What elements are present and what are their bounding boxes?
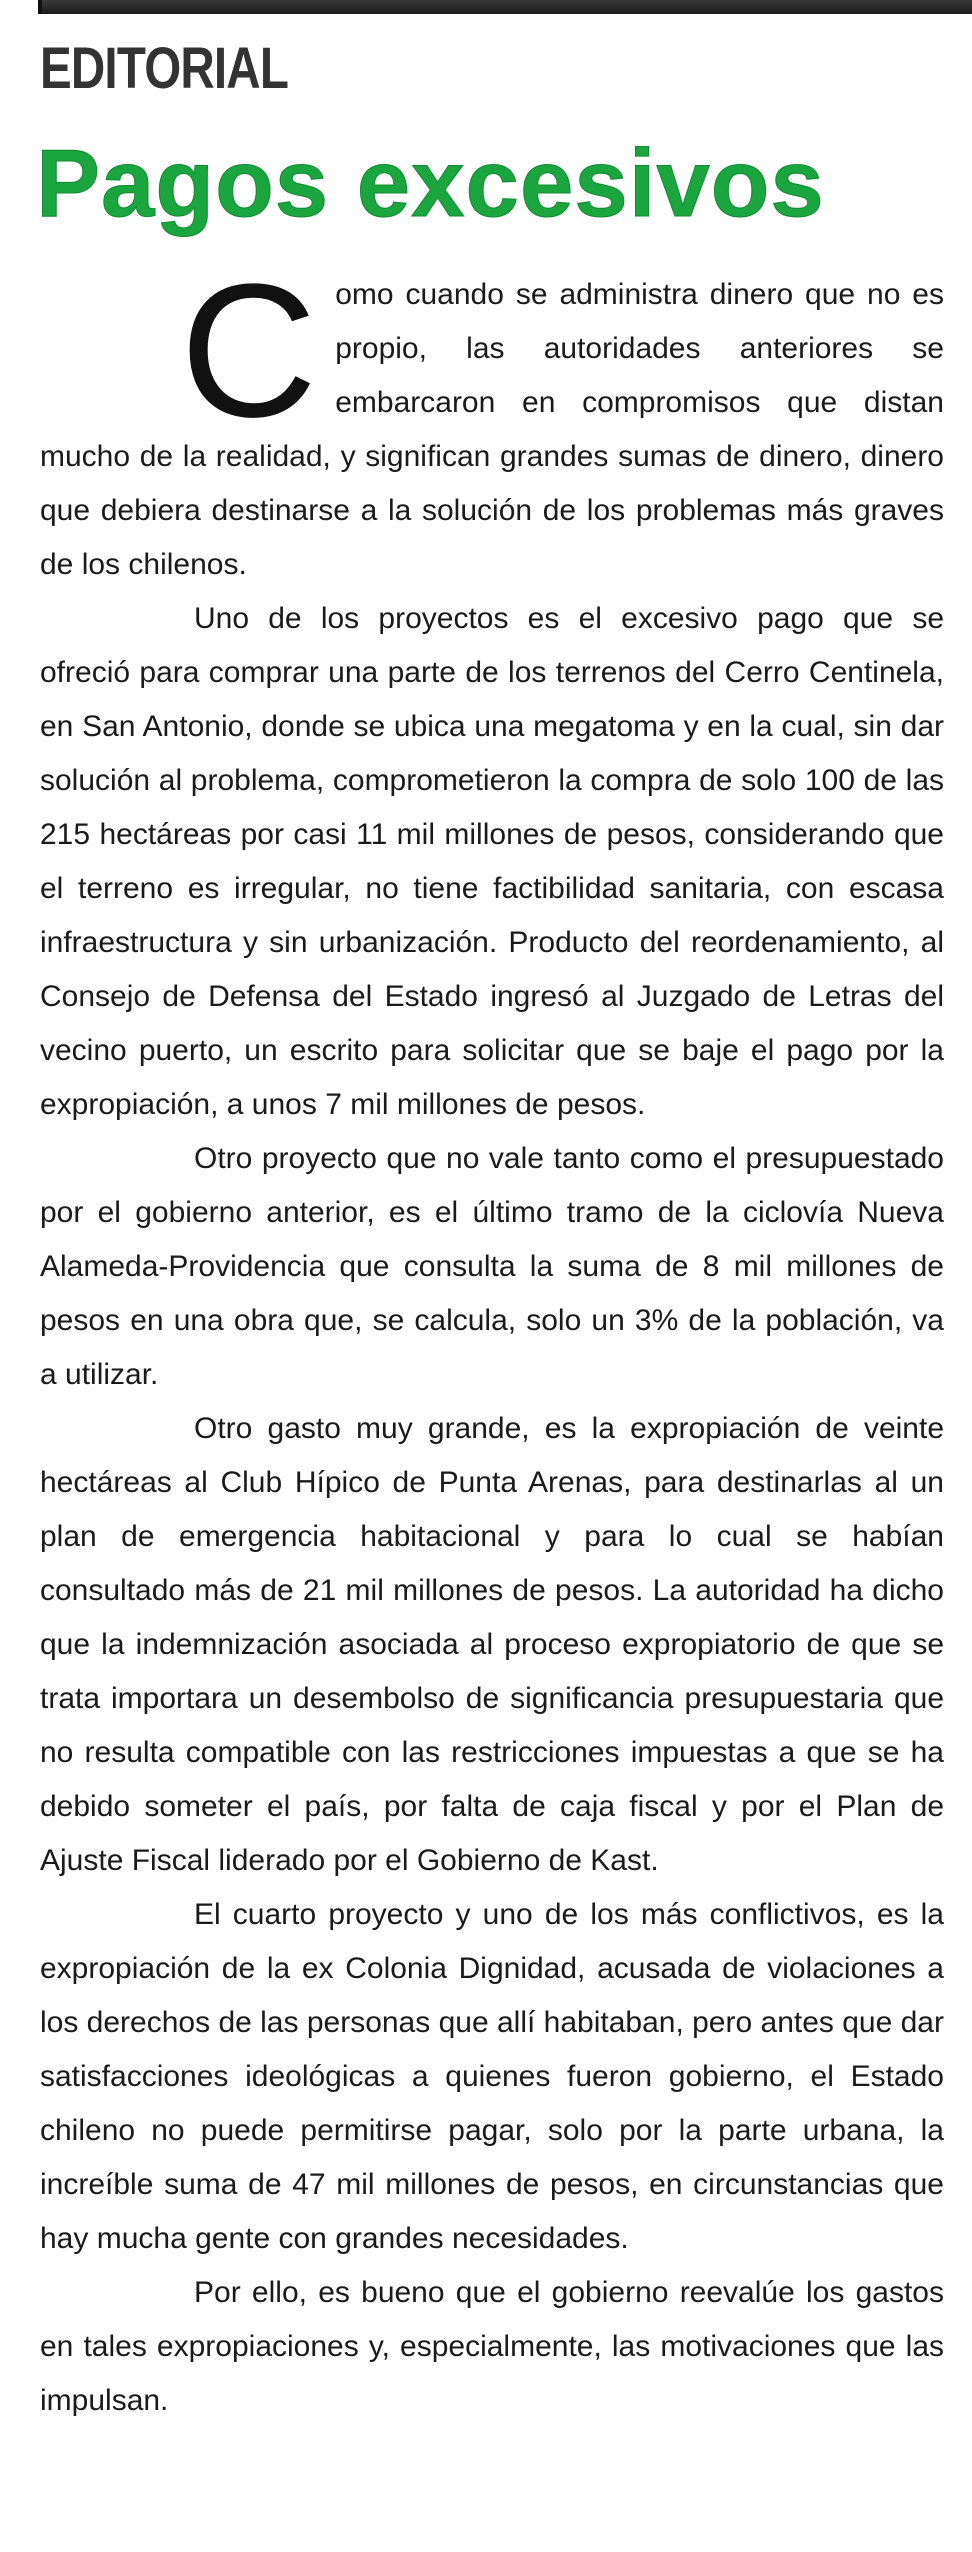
paragraph-text: omo cuando se administra dinero que no es propio, las autoridades anteriores se embarcaron en compromisos que distan mucho de la realidad, y significan grandes sumas de dinero, dinero que debiera destinarse a la solución de los problemas más graves de los chilenos.: [40, 278, 944, 581]
article-paragraph-2: Uno de los proyectos es el excesivo pago que se ofreció para comprar una parte de los terrenos del Cerro Centinela, en San Antonio, donde se ubica una megatoma y en la cual, sin dar solución al problema, comprometieron la compra de solo 100 de las 215 hectáreas por casi 11 mil millones de pesos, considerando que el terreno es irregular, no tiene factibilidad sanitaria, con escasa infraestructura y sin urbanización. Producto del reordenamiento, al Consejo de Defensa del Estado ingresó al Juzgado de Letras del vecino puerto, un escrito para solicitar que se baje el pago por la expropiación, a unos 7 mil millones de pesos.: [40, 602, 944, 1121]
article-paragraph-4: Otro gasto muy grande, es la expropiación de veinte hectáreas al Club Hípico de Punta Arenas, para destinarlas al un plan de emergencia habitacional y para lo cual se habían consultado más de 21 mil millones de pesos. La autoridad ha dicho que la indemnización asociada al proceso expropiatorio de que se trata importara un desembolso de significancia presupuestaria que no resulta compatible con las restricciones impuestas a que se ha debido someter el país, por falta de caja fiscal y por el Plan de Ajuste Fiscal liderado por el Gobierno de Kast.: [40, 1412, 944, 1877]
drop-cap: C: [180, 245, 318, 457]
top-rule: [38, 0, 972, 14]
headline: Pagos excesivos: [36, 130, 825, 237]
section-label: EDITORIAL: [40, 36, 289, 101]
article-paragraph-1: [40, 245, 944, 592]
article-paragraph-6: Por ello, es bueno que el gobierno reevalúe los gastos en tales expropiaciones y, especialmente, las motivaciones que las impulsan.: [40, 2276, 944, 2417]
article-body: [40, 245, 944, 2428]
article-paragraph-3: Otro proyecto que no vale tanto como el presupuestado por el gobierno anterior, es el último tramo de la ciclovía Nueva Alameda-Providencia que consulta la suma de 8 mil millones de pesos en una obra que, se calcula, solo un 3% de la población, va a utilizar.: [40, 1142, 944, 1391]
article-paragraph-5: El cuarto proyecto y uno de los más conflictivos, es la expropiación de la ex Colonia Dignidad, acusada de violaciones a los derechos de las personas que allí habitaban, pero antes que dar satisfacciones ideológicas a quienes fueron gobierno, el Estado chileno no puede permitirse pagar, solo por la parte urbana, la increíble suma de 47 mil millones de pesos, en circunstancias que hay mucha gente con grandes necesidades.: [40, 1898, 944, 2255]
